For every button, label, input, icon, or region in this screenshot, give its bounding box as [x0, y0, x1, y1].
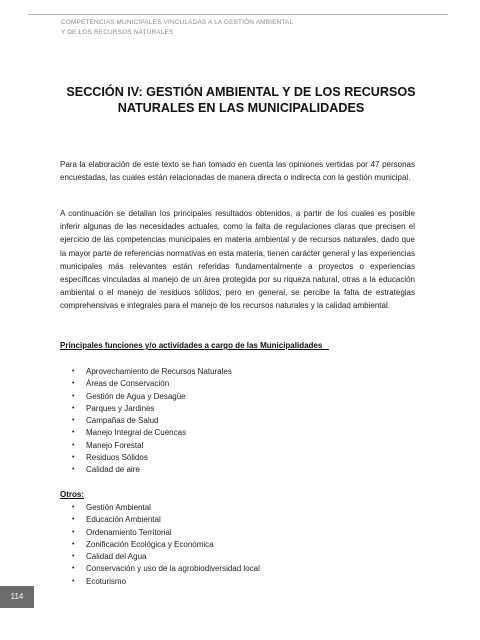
list-item: • Zonificación Ecológica y Económica: [70, 539, 260, 551]
intro-paragraph: Para la elaboración de este texto se han tomado en cuenta las opiniones vertidas por 47 personas encuestadas, las cuales están relacionadas de manera directa o indirecta con la gestión municipal.: [60, 160, 415, 183]
list-item: • Manejo Forestal: [70, 440, 232, 452]
list-item: • Gestión Ambiental: [70, 502, 260, 514]
page-number: 114: [0, 586, 34, 608]
list-item: • Conservación y uso de la agrobiodiversidad local: [70, 563, 260, 575]
results-paragraph: A continuación se detallan los principales resultados obtenidos, a partir de los cuales es posible inferir algunas de las necesidades actuales, como la falta de regulaciones claras que precisen el ejercicio de las competencias municipales en materia ambiental y de recursos naturales, dado que la mayor parte de referencias normativas en esta materia, tienen carácter general y las experiencias municipales más relevantes están referidas fundamentalmente a proyectos o experiencias específicas vinculadas al manejo de un área protegida por su riqueza natural, otras a la educación ambiental o el manejo de residuos sólidos, pero en general, se percibe la falta de estrategias comprehensivas e integrales para el manejo de los recursos naturales y la calidad ambiental.: [60, 209, 415, 311]
list-item: • Residuos Sólidos: [70, 452, 232, 464]
list-item: • Calidad del Agua: [70, 551, 260, 563]
list-item: • Aprovechamiento de Recursos Naturales: [70, 366, 232, 378]
list-item: • Manejo Integral de Cuencas: [70, 427, 232, 439]
list-item: • Ecoturismo: [70, 576, 260, 588]
list-item: • Educación Ambiental: [70, 514, 260, 526]
header-rule: [28, 14, 448, 15]
list-item: • Parques y Jardines: [70, 403, 232, 415]
running-header: [61, 18, 293, 38]
running-header-line-1: COMPETENCIAS MUNICIPALES VINCULADAS A LA GESTIÓN AMBIENTAL: [61, 19, 294, 26]
list-item: • Áreas de Conservación: [70, 378, 232, 390]
section-title-line-2: NATURALES EN LAS MUNICIPALIDADES: [117, 101, 365, 115]
functions-heading: Principales funciones y/o actividades a cargo de las Municipalidades: [60, 341, 329, 350]
list-item: • Gestión de Agua y Desagüe: [70, 391, 232, 403]
functions-list: [70, 366, 232, 477]
others-heading: Otros:: [60, 490, 84, 499]
section-title: [60, 84, 422, 116]
section-title-line-1: SECCIÓN IV: GESTIÓN AMBIENTAL Y DE LOS RECURSOS: [66, 85, 416, 99]
list-item: • Campañas de Salud: [70, 415, 232, 427]
list-item: • Calidad de aire: [70, 464, 232, 476]
list-item: • Ordenamiento Territorial: [70, 527, 260, 539]
others-list: [70, 502, 260, 588]
running-header-line-2: Y DE LOS RECURSOS NATURALES: [61, 29, 174, 36]
